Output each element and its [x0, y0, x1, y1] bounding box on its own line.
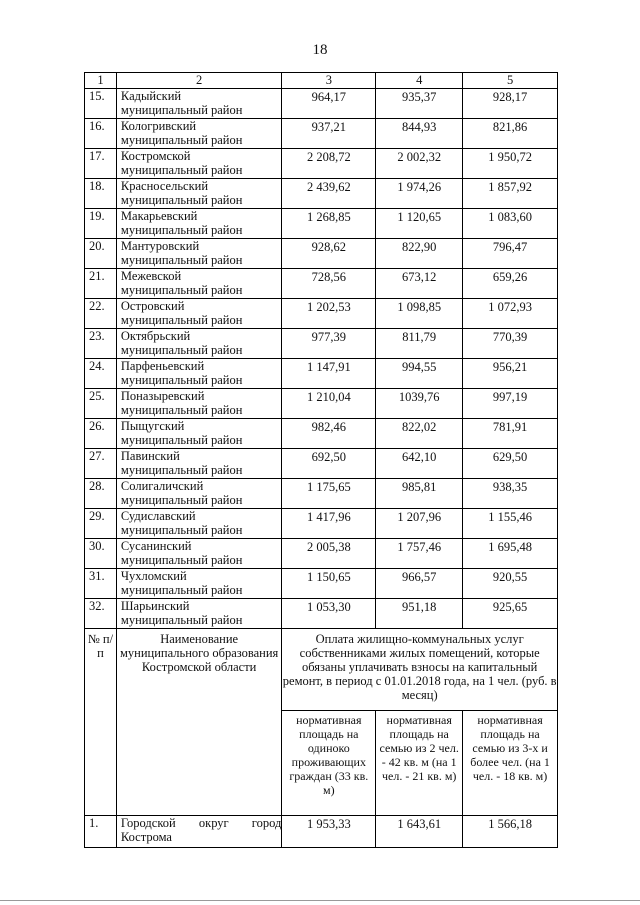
- row-name-line2: муниципальный район: [120, 523, 243, 537]
- subheader-single: нормативная площадь на одиноко проживающих граждан (33 кв. м): [282, 711, 376, 816]
- row-name-line2: муниципальный район: [120, 193, 243, 207]
- row-name-line2: муниципальный район: [120, 343, 243, 357]
- header-name: Наименование муниципального образования Костромской области: [116, 629, 281, 816]
- row-name: [116, 269, 281, 299]
- row-v5: 997,19: [463, 389, 558, 419]
- row-name-line2: муниципальный район: [120, 283, 243, 297]
- row-name: [116, 359, 281, 389]
- row-name-line1: Сусанинский: [120, 539, 192, 553]
- row-v5: 1 950,72: [463, 149, 558, 179]
- row-name-line2: муниципальный район: [120, 373, 243, 387]
- row-num: 29.: [85, 509, 117, 539]
- row-num: 20.: [85, 239, 117, 269]
- table-row: [85, 509, 558, 539]
- row-num: 32.: [85, 599, 117, 629]
- row-name: [116, 479, 281, 509]
- table-row: [85, 299, 558, 329]
- row-v5: 659,26: [463, 269, 558, 299]
- row-name-line2: муниципальный район: [120, 553, 243, 567]
- table-row: [85, 479, 558, 509]
- row-num: 24.: [85, 359, 117, 389]
- row-num: 30.: [85, 539, 117, 569]
- section-header-row: [85, 629, 558, 711]
- row-v5: 1 083,60: [463, 209, 558, 239]
- row-name-line1: Шарьинский: [120, 599, 190, 613]
- row-num: 25.: [85, 389, 117, 419]
- row-v4: 2 002,32: [376, 149, 463, 179]
- row-name-line2: муниципальный район: [120, 583, 243, 597]
- subheader-three: нормативная площадь на семью из 3-х и более чел. (на 1 чел. - 18 кв. м): [463, 711, 558, 816]
- column-number: 5: [463, 73, 558, 89]
- row-v4: 1 207,96: [376, 509, 463, 539]
- row-v5: 1 566,18: [463, 816, 558, 848]
- row-v5: 629,50: [463, 449, 558, 479]
- row-name-line1: Кадыйский: [120, 89, 182, 103]
- row-name-line1: Кологривский: [120, 119, 197, 133]
- row-name-line1: Чухломский: [120, 569, 187, 583]
- row-v5: 1 155,46: [463, 509, 558, 539]
- row-name-line2: муниципальный район: [120, 223, 243, 237]
- row-name: [116, 119, 281, 149]
- row-v5: 1 695,48: [463, 539, 558, 569]
- table-row: [85, 179, 558, 209]
- page-bottom-edge: [0, 900, 640, 901]
- row-v3: 2 208,72: [282, 149, 376, 179]
- row-num: 16.: [85, 119, 117, 149]
- row-name: [116, 209, 281, 239]
- row-name: Городской округ город Кострома: [116, 816, 281, 848]
- row-v3: 982,46: [282, 419, 376, 449]
- row-v3: 1 417,96: [282, 509, 376, 539]
- row-name: [116, 299, 281, 329]
- row-v5: 928,17: [463, 89, 558, 119]
- row-v3: 977,39: [282, 329, 376, 359]
- row-name: [116, 389, 281, 419]
- row-name: [116, 329, 281, 359]
- row-name-line1: Красносельский: [120, 179, 209, 193]
- row-num: 27.: [85, 449, 117, 479]
- row-v3: 1 147,91: [282, 359, 376, 389]
- row-v3: 692,50: [282, 449, 376, 479]
- tariff-table: [84, 72, 558, 848]
- row-v3: 1 268,85: [282, 209, 376, 239]
- table-row: [85, 209, 558, 239]
- row-v3: 2 005,38: [282, 539, 376, 569]
- row-v4: 673,12: [376, 269, 463, 299]
- table-row: [85, 329, 558, 359]
- row-name-line1: Межевской: [120, 269, 182, 283]
- row-num: 19.: [85, 209, 117, 239]
- row-v5: 770,39: [463, 329, 558, 359]
- row-name-line1: Октябрьский: [120, 329, 191, 343]
- row-name: [116, 569, 281, 599]
- header-payment: Оплата жилищно-коммунальных услуг собственниками жилых помещений, которые обязаны уплачивать взносы на капитальный ремонт, в период с 01.01.2018 года, на 1 чел. (руб. в месяц): [282, 629, 558, 711]
- row-v4: 822,02: [376, 419, 463, 449]
- row-v5: 920,55: [463, 569, 558, 599]
- table-row: [85, 239, 558, 269]
- row-name-line2: муниципальный район: [120, 403, 243, 417]
- table-row: [85, 119, 558, 149]
- row-num: 22.: [85, 299, 117, 329]
- column-number: 1: [85, 73, 117, 89]
- row-v3: 1 953,33: [282, 816, 376, 848]
- row-name: [116, 419, 281, 449]
- row-v3: 964,17: [282, 89, 376, 119]
- table-row: [85, 419, 558, 449]
- row-name-line1: Солигаличский: [120, 479, 204, 493]
- row-name: [116, 89, 281, 119]
- row-name-line2: муниципальный район: [120, 313, 243, 327]
- row-name-line2: муниципальный район: [120, 103, 243, 117]
- row-v4: 822,90: [376, 239, 463, 269]
- row-v5: 938,35: [463, 479, 558, 509]
- table-row: [85, 449, 558, 479]
- row-v3: 1 150,65: [282, 569, 376, 599]
- row-num: 26.: [85, 419, 117, 449]
- row-name: [116, 239, 281, 269]
- row-name-line1: Парфеньевский: [120, 359, 205, 373]
- table-row: [85, 389, 558, 419]
- row-num: 17.: [85, 149, 117, 179]
- row-name: [116, 179, 281, 209]
- row-name-line2: муниципальный район: [120, 163, 243, 177]
- row-v5: 956,21: [463, 359, 558, 389]
- row-name-line1: Поназыревский: [120, 389, 205, 403]
- table-row: [85, 359, 558, 389]
- table-row: [85, 539, 558, 569]
- row-v4: 811,79: [376, 329, 463, 359]
- row-v3: 1 175,65: [282, 479, 376, 509]
- row-v4: 844,93: [376, 119, 463, 149]
- row-v4: 966,57: [376, 569, 463, 599]
- row-name-line1: Павинский: [120, 449, 180, 463]
- row-name-line1: Костромской: [120, 149, 191, 163]
- row-v5: 1 857,92: [463, 179, 558, 209]
- subheader-two: нормативная площадь на семью из 2 чел. - 42 кв. м (на 1 чел. - 21 кв. м): [376, 711, 463, 816]
- row-v3: 937,21: [282, 119, 376, 149]
- row-v3: 1 053,30: [282, 599, 376, 629]
- row-v4: 1 643,61: [376, 816, 463, 848]
- row-v4: 994,55: [376, 359, 463, 389]
- row-num: 28.: [85, 479, 117, 509]
- row-name: [116, 599, 281, 629]
- row-v3: 1 210,04: [282, 389, 376, 419]
- row-num: 15.: [85, 89, 117, 119]
- row-v3: 928,62: [282, 239, 376, 269]
- row-name-line1: Судиславский: [120, 509, 196, 523]
- row-num: 1.: [85, 816, 117, 848]
- column-number: 2: [116, 73, 281, 89]
- column-number: 3: [282, 73, 376, 89]
- row-name-line2: муниципальный район: [120, 463, 243, 477]
- row-v4: 1 098,85: [376, 299, 463, 329]
- row-name-line2: муниципальный район: [120, 133, 243, 147]
- row-name: [116, 509, 281, 539]
- row-num: 21.: [85, 269, 117, 299]
- row-v4: 985,81: [376, 479, 463, 509]
- table-row: [85, 149, 558, 179]
- row-v4: 1 757,46: [376, 539, 463, 569]
- row-name: [116, 539, 281, 569]
- row-v5: 796,47: [463, 239, 558, 269]
- row-name-line2: муниципальный район: [120, 253, 243, 267]
- row-name-line2: муниципальный район: [120, 493, 243, 507]
- table-row: [85, 269, 558, 299]
- row-v4: 951,18: [376, 599, 463, 629]
- column-number: 4: [376, 73, 463, 89]
- row-v3: 1 202,53: [282, 299, 376, 329]
- row-name-line1: Пыщугский: [120, 419, 185, 433]
- row-name-line1: Макарьевский: [120, 209, 198, 223]
- row-v4: 1 974,26: [376, 179, 463, 209]
- row-v5: 925,65: [463, 599, 558, 629]
- page-number: 18: [312, 42, 328, 58]
- row-v4: 935,37: [376, 89, 463, 119]
- table-row: [85, 89, 558, 119]
- row-num: 18.: [85, 179, 117, 209]
- column-number-row: [85, 73, 558, 89]
- row-v3: 728,56: [282, 269, 376, 299]
- row-name: [116, 149, 281, 179]
- row-name-line1: Мантуровский: [120, 239, 200, 253]
- row-v3: 2 439,62: [282, 179, 376, 209]
- row-v5: 781,91: [463, 419, 558, 449]
- row-v4: 642,10: [376, 449, 463, 479]
- row-name-line2: муниципальный район: [120, 613, 243, 627]
- row-name-line2: муниципальный район: [120, 433, 243, 447]
- table-row: [85, 816, 558, 848]
- row-v4: 1 120,65: [376, 209, 463, 239]
- row-v5: 821,86: [463, 119, 558, 149]
- row-name: [116, 449, 281, 479]
- table-row: [85, 599, 558, 629]
- table-row: [85, 569, 558, 599]
- row-num: 23.: [85, 329, 117, 359]
- row-name-line1: Островский: [120, 299, 185, 313]
- row-v5: 1 072,93: [463, 299, 558, 329]
- header-num: № п/п: [85, 629, 117, 816]
- row-num: 31.: [85, 569, 117, 599]
- row-v4: 1039,76: [376, 389, 463, 419]
